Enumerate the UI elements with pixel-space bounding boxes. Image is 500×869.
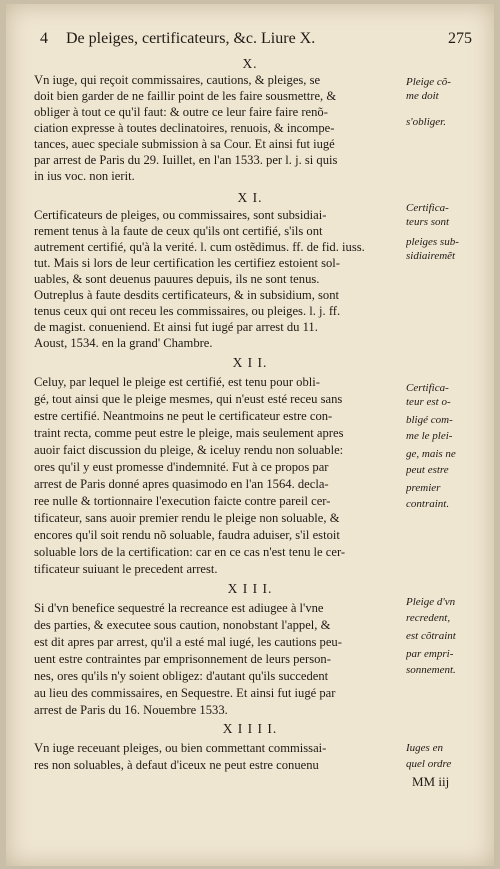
- text-line: in ius voc. non ierit.: [34, 169, 135, 183]
- margin-note: Iuges en: [406, 742, 443, 754]
- text-line: Certificateurs de pleiges, ou commissaires, sont subsidiai-: [34, 208, 327, 222]
- text-line: uables, & sont deuenus pauures depuis, ils ne sont tenus.: [34, 272, 320, 286]
- margin-note: Pleige cõ-: [406, 76, 451, 88]
- text-line: res non soluables, à defaut d'iceux ne peut estre conuenu: [34, 758, 319, 772]
- text-line: tut. Mais si lors de leur certification les certifiez estoient sol-: [34, 256, 341, 270]
- margin-note: s'obliger.: [406, 116, 446, 128]
- margin-note: premier: [406, 482, 441, 494]
- text-line: par arrest de Paris du 29. Iuillet, en l'an 1533. per l. j. si quis: [34, 153, 338, 167]
- text-line: Celuy, par lequel le pleige est certifié, est tenu pour obli-: [34, 375, 320, 389]
- text-line: arrest de Paris donné apres quasimodo en l'an 1564. decla-: [34, 477, 329, 491]
- text-line: tenus ceux qui ont receu les commissaires, ou pleiges. l. j. ff.: [34, 304, 341, 318]
- margin-note: est cõtraint: [406, 630, 456, 642]
- margin-note: sidiairemẽt: [406, 250, 456, 262]
- page-number: 4: [40, 30, 48, 47]
- margin-note: Certifica-: [406, 202, 449, 214]
- margin-note: contraint.: [406, 498, 450, 510]
- margin-note: sonnement.: [406, 664, 456, 676]
- margin-note: quel ordre: [406, 758, 452, 770]
- margin-note: teurs sont: [406, 216, 450, 228]
- text-line: ores qu'il y eust promesse d'indemnité. Fut à ce propos par: [34, 460, 329, 474]
- text-line: ciation expresse à toutes declinatoires, renuois, & incompe-: [34, 121, 335, 135]
- text-line: rement tenus à la faute de ceux qu'ils ont certifié, s'ils ont: [34, 224, 323, 238]
- text-line: estre certifié. Neantmoins ne peut le certificateur estre con-: [34, 409, 333, 423]
- text-line: arrest de Paris du 16. Nouembre 1533.: [34, 703, 228, 717]
- article-number: X I I I I.: [222, 721, 278, 736]
- text-line: au lieu des commissaires, en Sequestre. Et ainsi fut iugé par: [34, 686, 336, 700]
- text-line: auoir faict discussion du pleige, & iceluy rendu non soluable:: [34, 443, 344, 457]
- text-line: Si d'vn benefice sequestré la recreance est adiugee à l'vne: [34, 601, 324, 615]
- text-line: autrement certifié, qu'à la verité. l. cum ostẽdimus. ff. de fid. iuss.: [34, 240, 365, 254]
- text-line: Vn iuge, qui reçoit commissaires, cautions, & pleiges, se: [34, 73, 321, 87]
- text-line: uent estre contraintes par emprisonnement de leurs person-: [34, 652, 331, 666]
- running-title: De pleiges, certificateurs, &c. Liure X.: [66, 30, 316, 47]
- article-number: X I I.: [232, 355, 268, 370]
- text-line: est dit apres par arrest, qu'il a esté mal iugé, les cautions peu-: [34, 635, 342, 649]
- article-number: X I.: [237, 190, 263, 205]
- text-line: doit bien garder de ne faillir point de les faire sousmettre, &: [34, 89, 337, 103]
- margin-note: me doit: [406, 90, 439, 102]
- article-number: X I I I.: [227, 581, 273, 596]
- text-line: gé, tout ainsi que le pleige mesmes, qui n'eust esté receu sans: [34, 392, 343, 406]
- margin-note: ge, mais ne: [406, 448, 456, 460]
- text-line: soluable lors de la certification: car en ce cas n'est tenu le cer-: [34, 545, 346, 559]
- text-line: Aoust, 1534. en la grand' Chambre.: [34, 336, 213, 350]
- text-line: obliger à tout ce qu'il faut: & outre ce leur faire faire renõ-: [34, 105, 328, 119]
- text-line: Vn iuge receuant pleiges, ou bien commettant commissai-: [34, 741, 327, 755]
- text-line: de magist. conueniend. Et ainsi fut iugé par arrest du 11.: [34, 320, 318, 334]
- margin-note: bligé com-: [406, 414, 453, 426]
- margin-note: recredent,: [406, 612, 451, 624]
- margin-note: Pleige d'vn: [406, 596, 456, 608]
- text-line: tificateur suiuant le precedent arrest.: [34, 562, 218, 576]
- margin-note: peut estre: [406, 464, 449, 476]
- text-line: encores qu'il soit rendu nõ soluable, faudra aduiser, s'il estoit: [34, 528, 340, 542]
- margin-note: Certifica-: [406, 382, 449, 394]
- margin-note: pleiges sub-: [406, 236, 459, 248]
- article-number: X.: [242, 56, 258, 71]
- text-line: tificateur, sans auoir premier rendu le pleige non soluable, &: [34, 511, 340, 525]
- running-header: [40, 30, 480, 48]
- text-line: Outreplus à faute desdits certificateurs, & in subsidium, sont: [34, 288, 339, 302]
- text-line: nes, ores qu'ils n'y soient obligez: d'autant qu'ils succedent: [34, 669, 329, 683]
- margin-note: par empri-: [406, 648, 454, 660]
- text-line: ree nulle & tortionnaire l'execution faicte contre pareil cer-: [34, 494, 331, 508]
- text-line: traint recta, comme peut estre le pleige, mais seulement apres: [34, 426, 344, 440]
- text-line: des parties, & executee sous caution, nonobstant l'appel, &: [34, 618, 331, 632]
- margin-note: me le plei-: [406, 430, 453, 442]
- folio-number: 275: [448, 30, 472, 47]
- signature-mark: MM iij: [412, 774, 450, 789]
- text-line: tances, auec speciale submission à sa Cour. Et ainsi fut iugé: [34, 137, 335, 151]
- margin-note: teur est o-: [406, 396, 451, 408]
- book-page: [6, 4, 494, 866]
